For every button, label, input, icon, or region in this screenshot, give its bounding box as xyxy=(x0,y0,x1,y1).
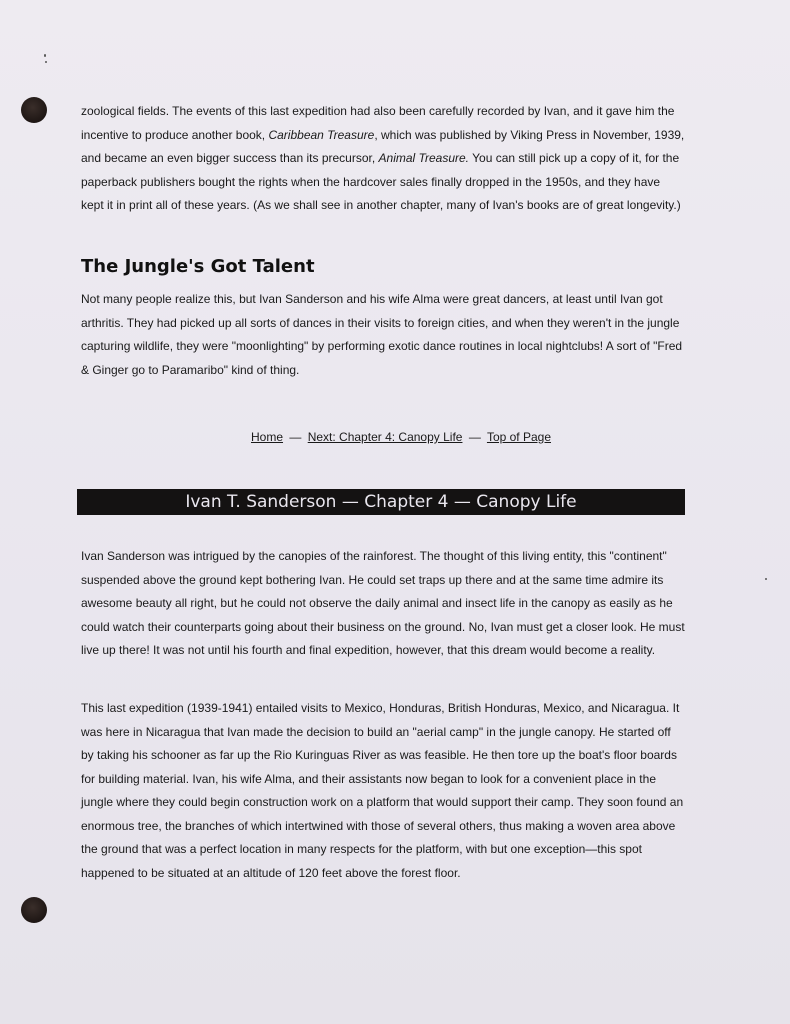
paragraph-dancers: Not many people realize this, but Ivan Sanderson and his wife Alma were great dancers, at least until Ivan got arthritis. They had picked up all sorts of dances in their visits to foreign cities, and when they weren't in the jungle capturing wildlife, they were "moonlighting" by performing exotic dance routines in local nightclubs! A sort of "Fred & Ginger go to Paramaribo" kind of thing. xyxy=(81,292,683,377)
nav-home-link[interactable]: Home xyxy=(251,430,284,444)
nav-top-of-page-link[interactable]: Top of Page xyxy=(486,430,551,444)
paragraph-canopies: Ivan Sanderson was intrigued by the canopies of the rainforest. The thought of this living entity, this "continent" suspended above the ground kept bothering Ivan. He could set traps up there and at the same time admire its awesome beauty all right, but he could not observe the daily animal and insect life in the canopy as easily as he could watch their counterparts going about their business on the ground. No, Ivan must get a closer look. He must live up there! It was not until his fourth and final expedition, however, that this dream would become a reality. xyxy=(81,549,685,657)
page-navigation xyxy=(0,430,790,444)
text-run: zoological fields. The events of this last expedition had also been carefully recorded by Ivan, and it gave him the incentive to produce another book, xyxy=(81,104,675,142)
paragraph-caribbean-treasure xyxy=(81,100,686,218)
nav-next-chapter-link[interactable]: Next: Chapter 4: Canopy Life xyxy=(307,430,463,444)
text-run: , which was published by Viking Press in November, 1939, and became an even bigger success than its precursor, xyxy=(81,127,685,165)
paragraph-last-expedition: This last expedition (1939-1941) entailed visits to Mexico, Honduras, British Honduras, Mexico, and Nicaragua. It was here in Nicaragua that Ivan made the decision to build an "aerial camp" in the jungle canopy. He started off by taking his schooner as far up the Rio Kuringuas River as was feasible. He then tore up the boat's floor boards for building material. Ivan, his wife Alma, and their assistants now began to look for a convenient place in the jungle where they could begin construction work on a platform that would support their camp. They soon found an enormous tree, the branches of which intertwined with those of several others, thus making a woven area above the ground that was a perfect location in many respects for the platform, with but one exception—this spot happened to be situated at an altitude of 120 feet above the forest floor. xyxy=(81,701,684,880)
nav-separator: — xyxy=(468,430,481,444)
scan-speck xyxy=(44,54,46,57)
scan-speck xyxy=(765,578,767,580)
scan-speck xyxy=(45,61,47,63)
book-title-caribbean-treasure: Caribbean Treasure xyxy=(268,127,375,142)
chapter-title-bar: Ivan T. Sanderson — Chapter 4 — Canopy Life xyxy=(77,489,685,515)
nav-separator: — xyxy=(289,430,302,444)
section-heading: The Jungle's Got Talent xyxy=(81,256,315,277)
binder-hole-top xyxy=(21,97,47,123)
binder-hole-bottom xyxy=(21,897,47,923)
text-run: You can still pick up a copy of it, for the paperback publishers bought the rights when the hardcover sales finally dropped in the 1950s, and they have kept it in print all of these years. (As we shall see in another chapter, many of Ivan's books are of great longevity.) xyxy=(81,151,681,212)
book-title-animal-treasure: Animal Treasure. xyxy=(378,151,469,165)
